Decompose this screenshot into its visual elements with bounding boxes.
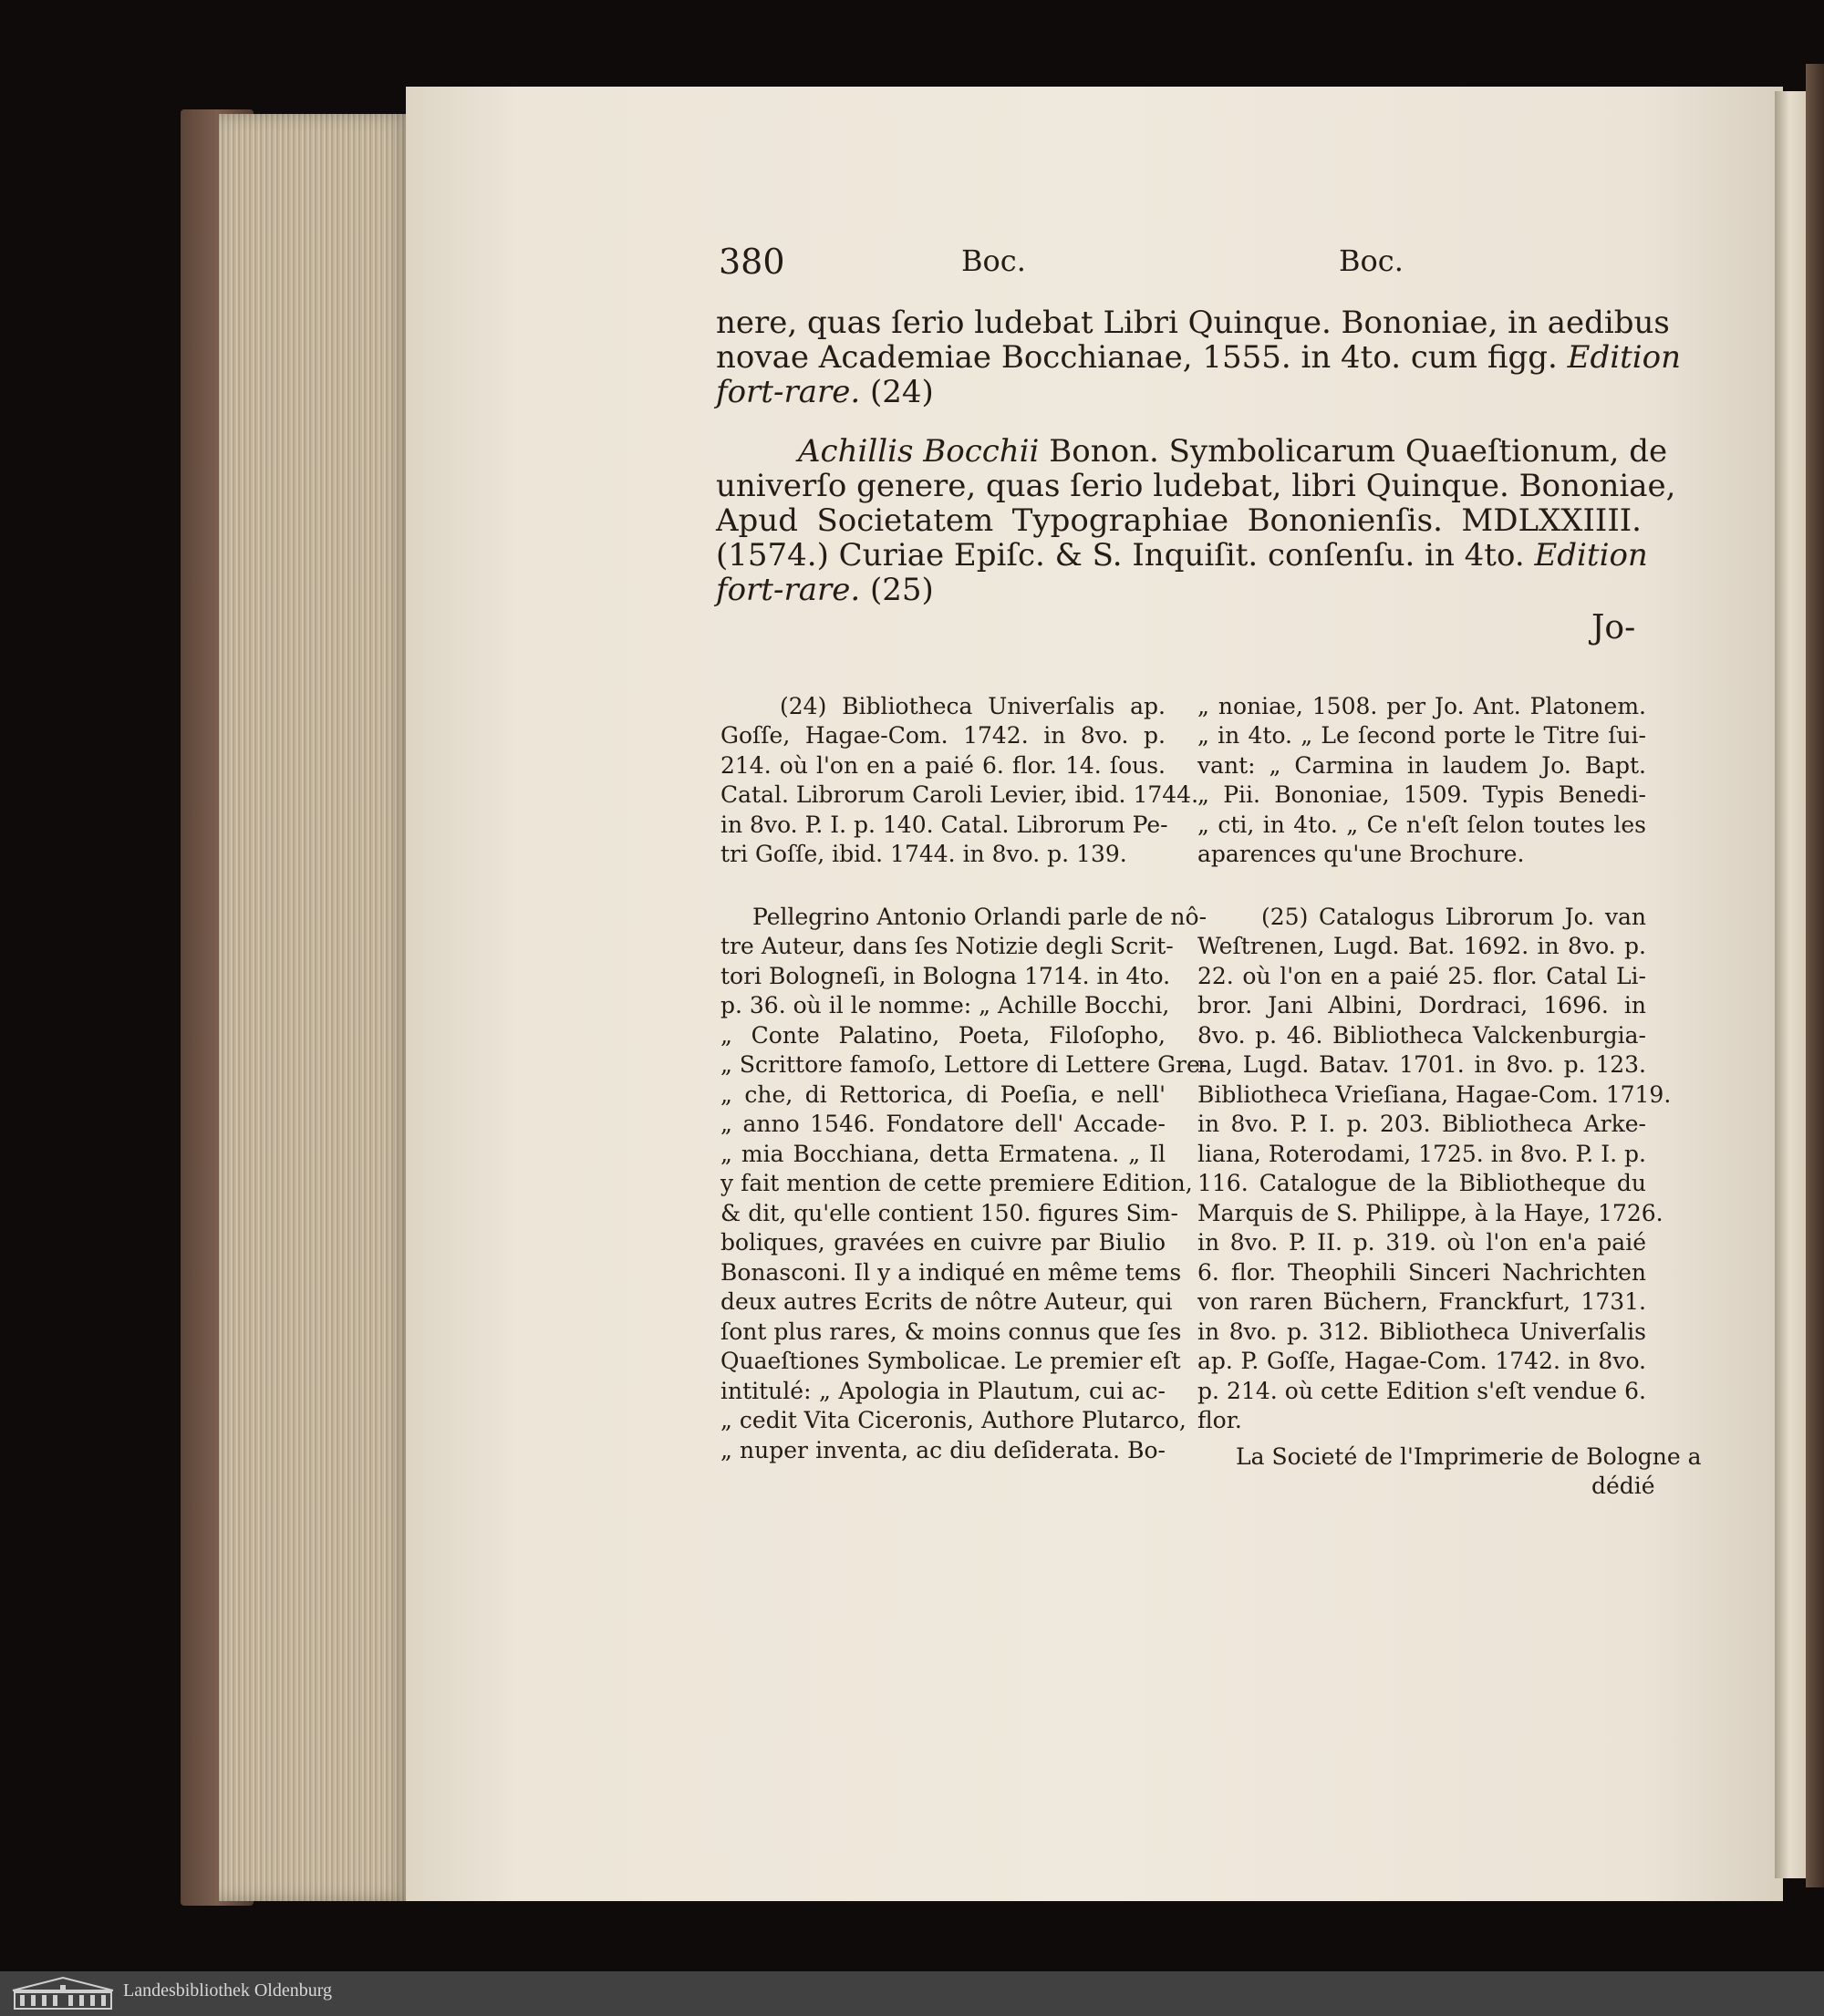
note-left-line: tre Auteur, dans ſes Notizie degli Scrit- [720,933,1174,959]
note-right-line: Bibliotheca Vrieſiana, Hagae-Com. 1719. [1197,1081,1672,1108]
note-left-line: Bonasconi. Il y a indiqué en même tems [720,1259,1182,1286]
note-left-line: in 8vo. P. I. p. 140. Catal. Librorum Pe- [720,812,1168,838]
note-left-line: „ che, di Rettorica, di Poeſia, e nell' [720,1081,1166,1108]
note-right-line: „ noniae, 1508. per Jo. Ant. Platonem. [1197,693,1646,719]
note-right-line: vant: „ Carmina in laudem Jo. Bapt. [1197,752,1646,779]
note-right-line: 6. flor. Theophili Sinceri Nachrichten [1197,1259,1646,1286]
note-left-line: & dit, qu'elle contient 150. figures Sim- [720,1200,1178,1226]
note-right-line: von raren Büchern, Franckfurt, 1731. [1197,1288,1646,1315]
note-right-line: La Societé de l'Imprimerie de Bologne a [1236,1443,1702,1470]
note-left-line: „ cedit Vita Ciceronis, Authore Plutarco, [720,1407,1187,1433]
note-right-line: „ in 4to. „ Le ſecond porte le Titre ſui- [1197,722,1646,749]
body-line-1: nere, quas ſerio ludebat Libri Quinque. Bononiae, in aedibus [716,305,1670,341]
note-left-line: boliques, gravées en cuivre par Biulio [720,1229,1166,1256]
note-right-line: p. 214. où cette Edition s'eſt vendue 6. [1197,1378,1646,1404]
note-right-line: Marquis de S. Philippe, à la Haye, 1726. [1197,1200,1663,1226]
note-left-line: „ anno 1546. Fondatore dell' Accade- [720,1111,1166,1137]
note-left-line: p. 36. où il le nomme: „ Achille Bocchi, [720,992,1170,1018]
note-left-line: 214. où l'on en a paié 6. flor. 14. ſous. [720,752,1166,779]
note-right-line: flor. [1197,1407,1242,1433]
note-left-line: intitulé: „ Apologia in Plautum, cui ac- [720,1378,1166,1404]
note-left-line: „ Scrittore famoſo, Lettore di Lettere Gre- [720,1051,1208,1078]
note-left-line: tri Goſſe, ibid. 1744. in 8vo. p. 139. [720,841,1127,867]
note-right-line: 116. Catalogue de la Bibliotheque du [1197,1170,1646,1196]
note-left-line: Pellegrino Antonio Orlandi parle de nô- [752,904,1207,930]
note-left-line: „ mia Bocchiana, detta Ermatena. „ Il [720,1141,1166,1167]
book-cover-right [1806,64,1824,1887]
note-right-line: 8vo. p. 46. Bibliotheca Valckenburgia- [1197,1022,1646,1049]
note-right-line: in 8vo. p. 312. Bibliotheca Univerſalis [1197,1318,1646,1345]
running-head-right: Boc. [1339,243,1404,278]
body-line-3: fort-rare. (24) [716,374,934,410]
note-right-line: 22. où l'on en a paié 25. flor. Catal Li- [1197,963,1646,989]
note-left-line: Goſſe, Hagae-Com. 1742. in 8vo. p. [720,722,1166,749]
body-line-8: fort-rare. (25) [716,572,934,608]
note-left-line: „ nuper inventa, ac diu deſiderata. Bo- [720,1437,1166,1463]
body-line-2: novae Academiae Bocchianae, 1555. in 4to. cum figg. Edition [716,339,1682,376]
note-right-line: „ cti, in 4to. „ Ce n'eſt ſelon toutes les [1197,812,1646,838]
note-left-line: (24) Bibliotheca Univerſalis ap. [780,693,1166,719]
note-left-line: deux autres Ecrits de nôtre Auteur, qui [720,1288,1173,1315]
note-right-line: Weſtrenen, Lugd. Bat. 1692. in 8vo. p. [1197,933,1646,959]
note-left-line: Catal. Librorum Caroli Levier, ibid. 1744. [720,781,1199,808]
library-building-icon [9,1974,117,2012]
body-line-4: Achillis Bocchii Bonon. Symbolicarum Quaeſtionum, de [798,433,1668,470]
note-left-line: ſont plus rares, & moins connus que ſes [720,1318,1182,1345]
note-right-line: (25) Catalogus Librorum Jo. van [1261,904,1646,930]
body-line-7: (1574.) Curiae Epiſc. & S. Inquiſit. conſenſu. in 4to. Edition [716,537,1648,574]
note-right-line: in 8vo. P. II. p. 319. où l'on en'a paié [1197,1229,1646,1256]
note-left-line: y fait mention de cette premiere Edition, [720,1170,1193,1196]
note-left-line: „ Conte Palatino, Poeta, Filoſopho, [720,1022,1166,1049]
page-stack-edge [219,114,410,1901]
body-line-5: univerſo genere, quas ſerio ludebat, libri Quinque. Bononiae, [716,468,1676,504]
note-right-line: aparences qu'une Brochure. [1197,841,1525,867]
note-right-line: liana, Roterodami, 1725. in 8vo. P. I. p. [1197,1141,1646,1167]
note-right-catchword: dédié [1591,1473,1655,1499]
catchword: Jo- [1591,609,1636,646]
note-right-line: „ Pii. Bononiae, 1509. Typis Benedi- [1197,781,1646,808]
note-right-line: in 8vo. P. I. p. 203. Bibliotheca Arke- [1197,1111,1646,1137]
note-right-line: bror. Jani Albini, Dordraci, 1696. in [1197,992,1646,1018]
page-number: 380 [719,242,785,282]
note-right-line: na, Lugd. Batav. 1701. in 8vo. p. 123. [1197,1051,1646,1078]
note-left-line: Quaeſtiones Symbolicae. Le premier eſt [720,1348,1181,1374]
body-line-6: Apud Societatem Typographiae Bononienſis. MDLXXIIII. [716,502,1642,539]
note-left-line: tori Bologneſi, in Bologna 1714. in 4to. [720,963,1171,989]
note-right-line: ap. P. Goſſe, Hagae-Com. 1742. in 8vo. [1197,1348,1646,1374]
running-head-left: Boc. [961,243,1026,278]
library-name: Landesbibliothek Oldenburg [123,1980,333,2000]
